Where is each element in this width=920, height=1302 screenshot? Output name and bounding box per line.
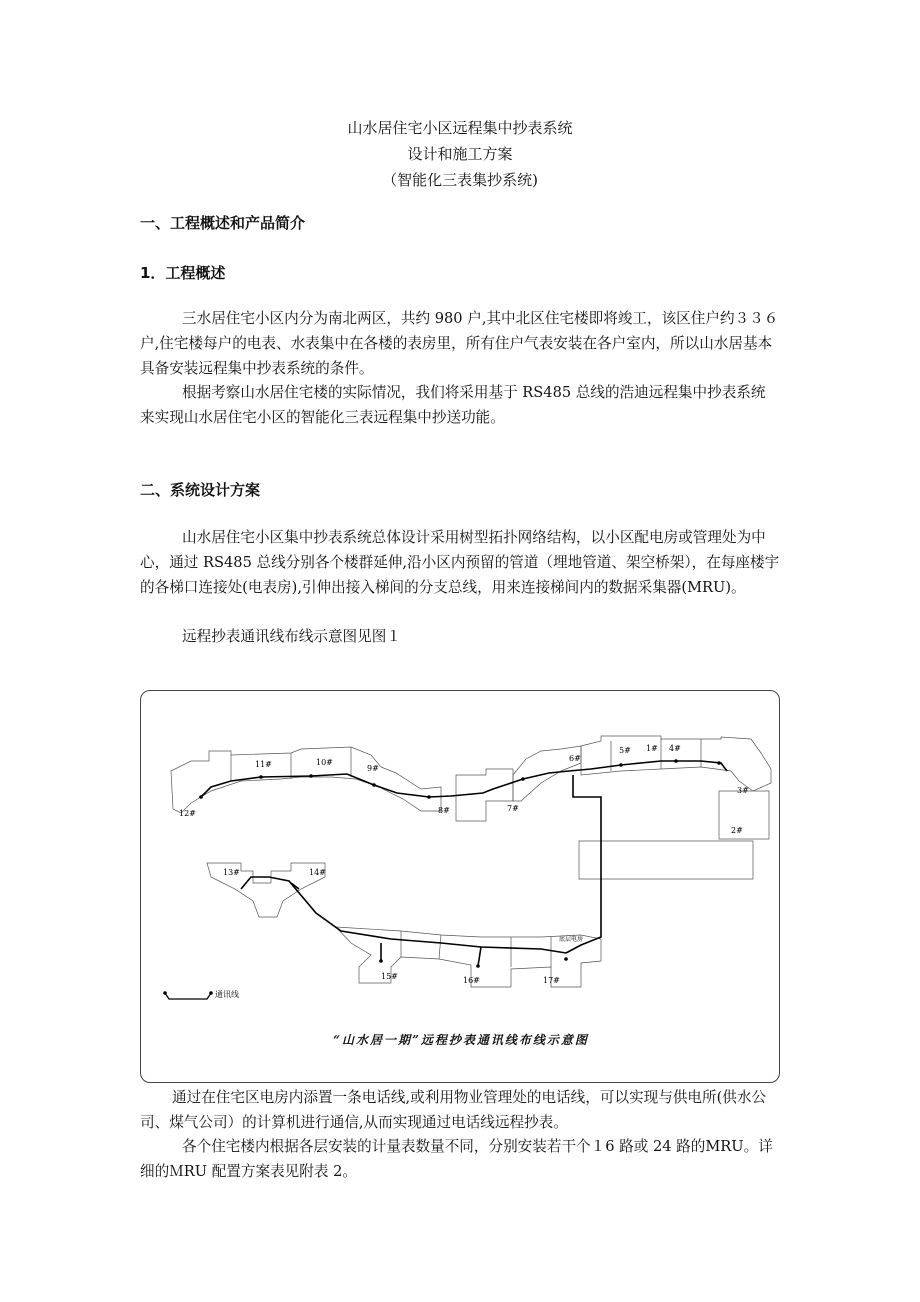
label-7: 7# [507,804,519,813]
building-outline-north-west [171,747,441,813]
legend-label: 通讯线 [215,990,239,999]
section-1-paragraph-2: 根据考察山水居住宅楼的实际情况，我们将采用基于 RS485 总线的浩迪远程集中抄表系统来实现山水居住宅小区的智能化三表远程集中抄送功能。 [140,384,766,426]
figure-caption: “山水居一期”远程抄表通讯线布线示意图 [333,1033,589,1047]
building-labels [179,744,749,999]
label-17: 17# [543,976,560,985]
label-4: 4# [669,744,681,753]
section-1-paragraph-1: 三水居住宅小区内分为南北两区，共约 980 户,其中北区住宅楼即将竣工，该区住户约３３６户,住宅楼每户的电表、水表集中在各楼的表房里，所有住户气表安装在各户室内，所以山水居基本具备安装远程集中抄表系统的条件。 [140,310,779,377]
label-8: 8# [438,806,450,815]
building-outline-2 [719,791,769,839]
section-2-paragraph-2: 远程抄表通讯线布线示意图见图１ [182,628,401,645]
label-3: 3# [737,786,749,795]
east-branch-line [566,775,601,953]
legend-line [165,993,211,999]
label-13: 13# [223,868,240,877]
south-branch-line [241,877,566,953]
wiring-diagram-figure [140,690,780,1083]
title-line-3: （智能化三表集抄系统) [382,171,538,189]
label-9: 9# [367,764,379,773]
label-12: 12# [179,809,196,818]
building-outlines [171,736,771,987]
document-title [0,115,920,193]
label-15: 15# [381,972,398,981]
label-1: 1# [646,744,658,753]
section-3-paragraph-2: 各个住宅楼内根据各层安装的计量表数量不同，分别安装若干个１6 路或 24 路的MRU。详细的ＭRU 配置方案表见附表 2。 [140,1138,773,1180]
title-line-2: 设计和施工方案 [407,145,513,163]
building-outline-1 [579,841,753,879]
label-14: 14# [309,868,326,877]
label-6: 6# [569,754,581,763]
section-1-subheading: 1．工程概述 [140,264,226,282]
title-line-1: 山水居住宅小区远程集中抄表系统 [347,119,573,137]
label-16: 16# [463,976,480,985]
label-10: 10# [316,758,333,767]
wiring-diagram [141,691,781,1084]
section-2-heading: 二、系统设计方案 [140,481,261,499]
label-11: 11# [255,760,272,769]
label-2: 2# [731,826,743,835]
section-3-paragraph-1: 通过在住宅区电房内添置一条电话线,或利用物业管理处的电话线，可以实现与供电所(供水公司、煤气公司）的计算机进行通信,从而实现通过电话线远程抄表。 [140,1089,767,1131]
section-2-paragraph-1: 山水居住宅小区集中抄表系统总体设计采用树型拓扑网络结构，以小区配电房或管理处为中心，通过 RS485 总线分别各个楼群延伸,沿小区内预留的管道（埋地管道、架空桥架），在每座楼宇的各梯口连接处(电表房),引伸出接入梯间的分支总线，用来连接梯间内的数据采集器(MRU)。 [140,529,780,596]
section-1-heading: 一、工程概述和产品简介 [140,214,306,232]
power-room-label: 底层电房 [559,936,584,943]
communication-lines [165,761,727,999]
label-5: 5# [619,746,631,755]
